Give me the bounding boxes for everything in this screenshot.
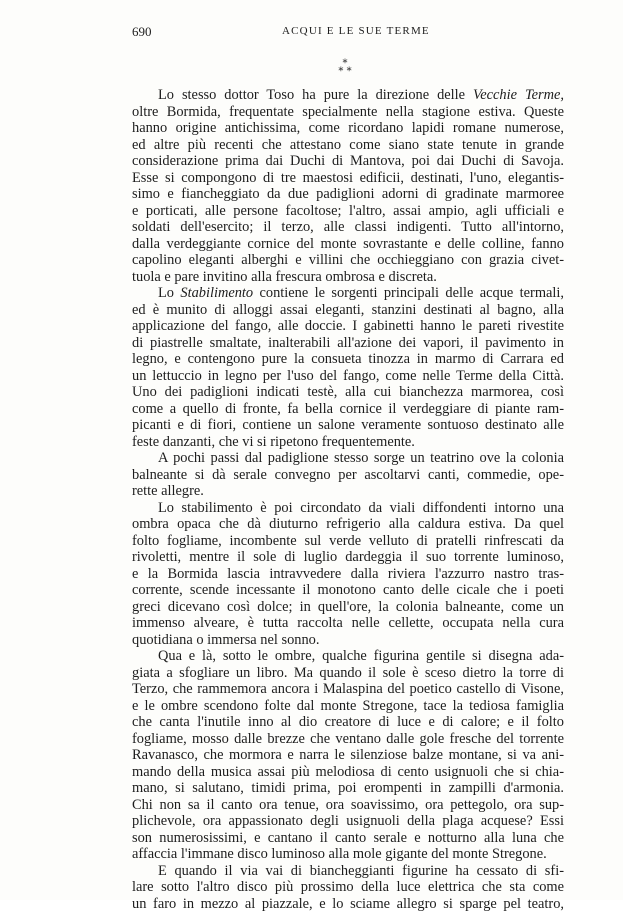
text-line: mano, si salutano, timidi prima, poi erompenti in zampilli d'armonia. (132, 780, 564, 797)
text-line: oltre Bormida, frequentate specialmente nella stagione estiva. Queste (132, 104, 564, 121)
text-line: Esse si compongono di tre maestosi edificii, destinati, l'uno, elegantis- (132, 170, 564, 187)
text-line: mando della musica assai più melodiosa di cento usignuoli che si chia- (132, 764, 564, 781)
text-line: Terzo, che rammemora ancora i Malaspina del poetico castello di Visone, (132, 681, 564, 698)
text-line: e la Bormida lascia intravvedere dalla riviera l'azzurro nastro tras- (132, 566, 564, 583)
text-line: ed è munito di alloggi assai eleganti, stanzini destinati al bagno, alla (132, 302, 564, 319)
running-title: ACQUI E LE SUE TERME (282, 25, 430, 37)
asterism-bottom: * * (329, 68, 361, 76)
text-line: balneante si dà serale convegno per ascoltarvi canti, commedie, ope- (132, 467, 564, 484)
text-line: Ravanasco, che mormora e narra le silenziose balze montane, si va ani- (132, 747, 564, 764)
italic-term: Vecchie Terme, (473, 87, 564, 103)
text-line: son numerosissimi, e cantano il canto serale e notturno alla luna che (132, 830, 564, 847)
text-line: plichevole, ora appassionato degli usignuoli della plaga acquese? Essi (132, 813, 564, 830)
text-line: un lettuccio in legno per l'uso del fango, come nelle Terme della Città. (132, 368, 564, 385)
text-line: quotidiana o immersa nel sonno. (132, 632, 564, 649)
text-line: legno, e contengono pure la consueta tinozza in marmo di Carrara ed (132, 351, 564, 368)
paragraph (132, 648, 564, 863)
paragraph (132, 450, 564, 500)
asterism-top: * (329, 60, 361, 68)
text-line: e porticati, alle persone facoltose; l'altro, assai ampio, agli ufficiali e (132, 203, 564, 220)
text-line: lare sotto l'altro disco più prossimo della luce elettrica che sta come (132, 879, 564, 896)
text-line: affaccia l'immane disco luminoso alla mole gigante del monte Stregone. (132, 846, 564, 863)
text-line: ombra opaca che dà diuturno refrigerio alla caldura estiva. Da quel (132, 516, 564, 533)
paragraph (132, 87, 564, 285)
text-line: Chi non sa il canto ora tenue, ora soavissimo, ora pettegolo, ora sup- (132, 797, 564, 814)
text-line: un faro in mezzo al piazzale, e lo sciame allegro si sparge pel teatro, (132, 896, 564, 912)
text-line: picanti e di fiori, contiene un salone veramente sontuoso destinato alle (132, 417, 564, 434)
text-line: applicazione del fango, alle doccie. I gabinetti hanno le pareti rivestite (132, 318, 564, 335)
page-number: 690 (132, 24, 152, 40)
text-line: e le ombre scendono folte dal monte Stregone, tace la tediosa famiglia (132, 698, 564, 715)
paragraph (132, 500, 564, 649)
text-line: A pochi passi dal padiglione stesso sorge un teatrino ove la colonia (132, 450, 564, 467)
text-line: greci dicevano così dolce; in quell'ore, la colonia balneante, come un (132, 599, 564, 616)
text-line: simo e fiancheggiato da due padiglioni adorni di gradinate marmoree (132, 186, 564, 203)
text-line: ed altre più recenti che attestano come siano state tenute in grande (132, 137, 564, 154)
text-line: che canta l'inutile inno al dio creatore di luce e di calore; e il folto (132, 714, 564, 731)
text-line: soldati dell'esercito; il terzo, alle classi indigenti. Tutto all'intorno, (132, 219, 564, 236)
text-line: feste danzanti, che vi si ripetono frequentemente. (132, 434, 564, 451)
text-line: rette allegre. (132, 483, 564, 500)
page-header (132, 24, 563, 42)
text-line: Lo stabilimento è poi circondato da viali diffondenti intorno una (132, 500, 564, 517)
text-line: fogliame, mosso dalle brezze che ventano dalle gole fresche del torrente (132, 731, 564, 748)
paragraph (132, 863, 564, 912)
text-line: Lo Stabilimento contiene le sorgenti principali delle acque termali, (132, 285, 564, 302)
text-line: tuola e pare invitino alla frescura ombrosa e discreta. (132, 269, 564, 286)
text-line: Lo stesso dottor Toso ha pure la direzione delle Vecchie Terme, (132, 87, 564, 104)
text-line: corrente, scende incessante il monotono canto delle cicale che i poeti (132, 582, 564, 599)
text-line: folto fogliame, incombente sul verde velluto di pratelli rinfrescati da (132, 533, 564, 550)
italic-term: Stabilimento (180, 285, 253, 301)
text-line: di piastrelle smaltate, inalterabili all'azione dei vapori, il pavimento in (132, 335, 564, 352)
text-line: considerazione prima dai Duchi di Mantova, poi dai Duchi di Savoja. (132, 153, 564, 170)
text-line: capolino eleganti alberghi e villini che occhieggiano con grazia civet- (132, 252, 564, 269)
text-line: giata a sfogliare un libro. Ma quando il sole è sceso dietro la torre di (132, 665, 564, 682)
paragraph (132, 285, 564, 450)
text-line: dalla verdeggiante cornice del monte sovrastante e delle colline, fanno (132, 236, 564, 253)
article-body (132, 87, 564, 912)
text-line: Uno dei padiglioni indicati testè, alla cui bianchezza marmorea, così (132, 384, 564, 401)
text-line: rivoletti, mentre il sole di luglio dardeggia il suo torrente luminoso, (132, 549, 564, 566)
section-asterism (329, 60, 361, 76)
text-line: come a quello di fronte, fa bella cornice il verdeggiare di piante ram- (132, 401, 564, 418)
text-line: hanno origine antichissima, come ricordano lapidi romane numerose, (132, 120, 564, 137)
text-line: E quando il via vai di biancheggianti figurine ha cessato di sfi- (132, 863, 564, 880)
text-line: Qua e là, sotto le ombre, qualche figurina gentile si disegna ada- (132, 648, 564, 665)
text-line: immenso alveare, è tutta raccolta nelle cellette, occupata nella cura (132, 615, 564, 632)
